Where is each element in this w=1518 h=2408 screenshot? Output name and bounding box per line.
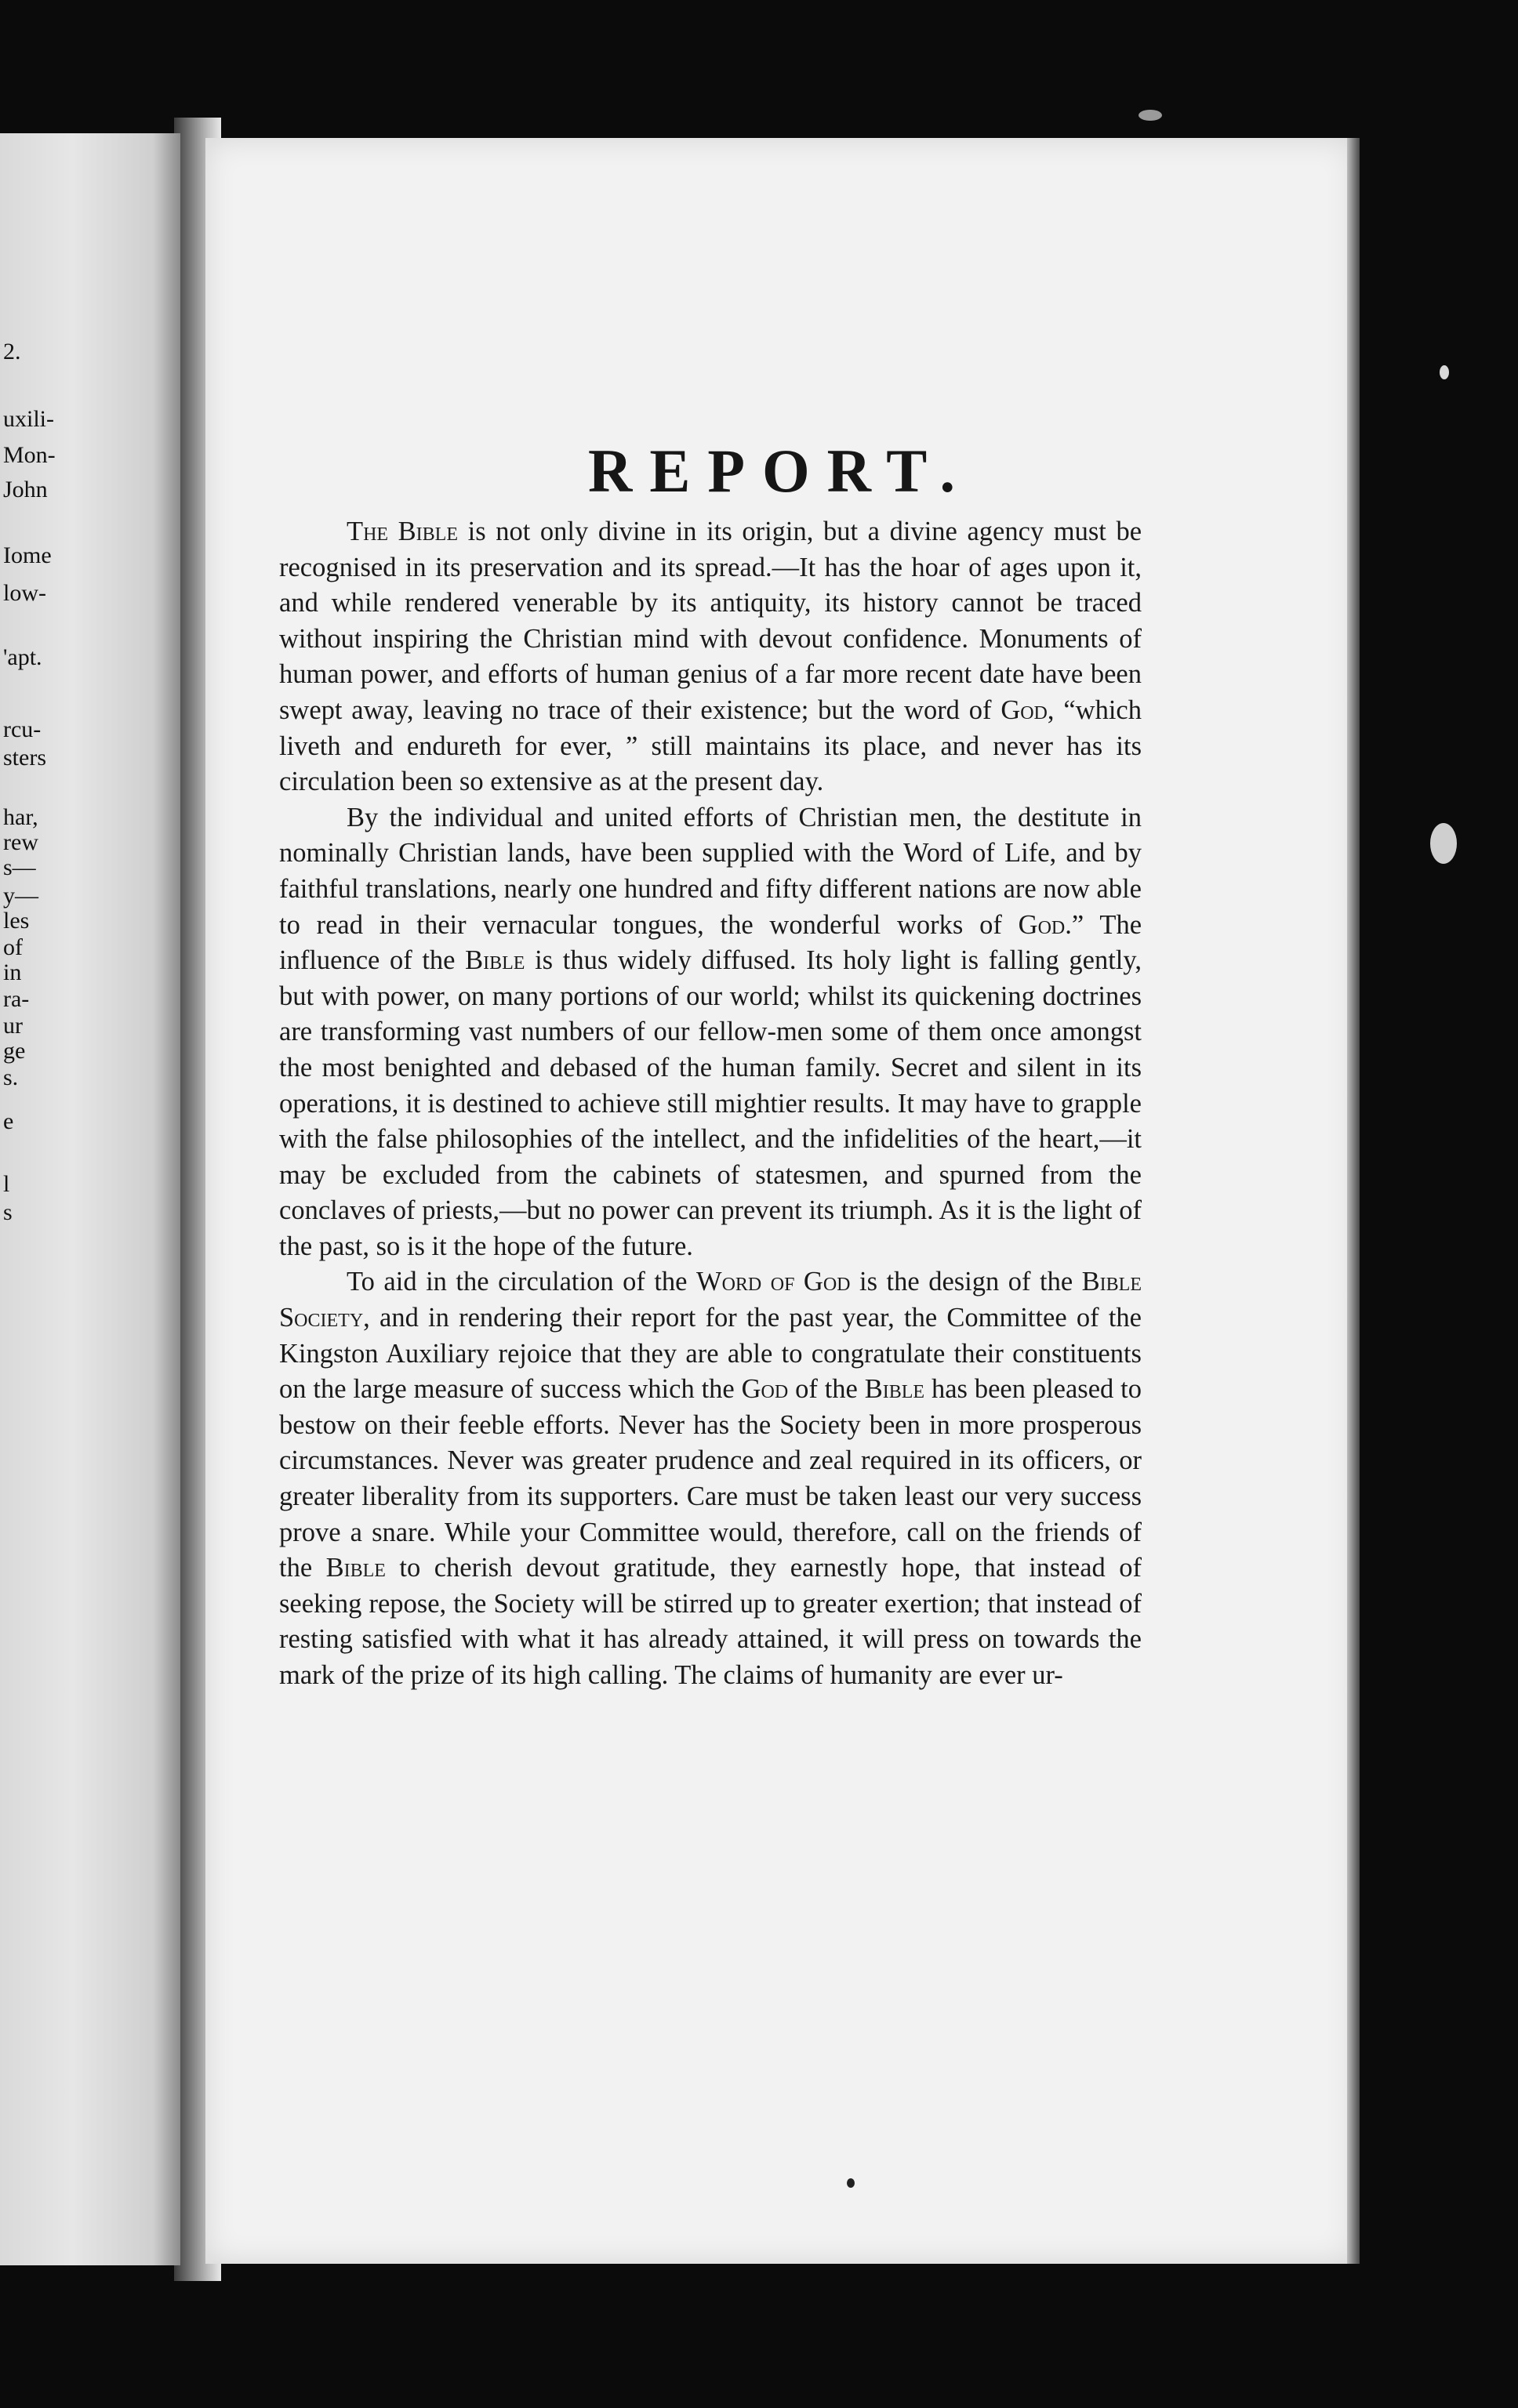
page-edge-shadow — [1347, 138, 1360, 2264]
left-page-text-fragment: ge — [3, 1038, 26, 1064]
text-run: .” The influence of the — [279, 909, 1142, 976]
text-run: of the — [788, 1374, 865, 1405]
left-page-text-fragment: 'apt. — [3, 644, 42, 670]
text-run: is the design of the — [850, 1267, 1082, 1297]
small-caps-run: God — [741, 1374, 789, 1405]
text-run: is thus widely diffused. Its holy light is falling gently, but with power, on many portions of our world; whilst its quickening doctrines are transforming vast numbers of our fellow-men some of them once amongst the most benighted and debased of the human family. Secret and silent in its operations, it is destined to achieve still mightier results. It may have to grapple with the false philosophies of the intellect, and the infidelities of the heart,—it may be excluded from the cabinets of statesmen, and spurned from the conclaves of priests,—but no power can prevent its triumph. As it is the light of the past, so is it the hope of the future. — [279, 945, 1142, 1261]
left-page-text-fragment: s— — [3, 854, 36, 880]
report-paragraph — [279, 514, 1142, 800]
text-run: , “which liveth and endureth for ever, ” still maintains its place, and never has its circulation been so extensive as at the present day. — [279, 694, 1142, 797]
dust-speck — [1138, 110, 1162, 121]
report-paragraph — [279, 1264, 1142, 1693]
report-body — [279, 514, 1142, 1694]
left-page-text-fragment: 2. — [3, 339, 21, 364]
left-page-text-fragment: s. — [3, 1064, 19, 1090]
left-page-text-fragment: rcu- — [3, 716, 42, 742]
small-caps-run: Bible — [864, 1374, 925, 1405]
left-page-text-fragment: e — [3, 1108, 14, 1134]
left-page-text-fragment: rew — [3, 829, 38, 855]
dust-speck — [1430, 823, 1457, 864]
left-page-text-fragment: l — [3, 1171, 10, 1197]
left-page-text-fragment: ra- — [3, 986, 30, 1012]
text-run: is not only divine in its origin, but a divine agency must be recognised in its preservation and its spread.—It has the hoar of ages upon it, and while rendered venerable by its antiquity, its history cannot be traced without inspiring the Christian mind with devout confidence. Monuments of human power, and efforts of human genius of a far more recent date have been swept away, leaving no trace of their existence; but the word of — [279, 517, 1142, 725]
small-caps-run: Bible — [325, 1553, 386, 1583]
left-page-text-fragment: John — [3, 477, 48, 502]
left-page-text-fragment: ur — [3, 1013, 23, 1039]
text-run: , and in rendering their report for the past year, the Committee of the Kingston Auxiliary rejoice that they are able to congratulate their constituents on the large measure of success which the — [279, 1303, 1142, 1405]
left-page-text-fragment: of — [3, 934, 23, 960]
text-run: has been pleased to bestow on their feeble efforts. Never has the Society been in more prosperous circumstances. Never was greater prudence and zeal required in its officers, or greater liberality from its supporters. Care must be taken least our very success prove a snare. While your Committee would, therefore, call on the friends of the — [279, 1374, 1142, 1583]
document-page — [205, 138, 1355, 2264]
page-ink-mark — [847, 2178, 855, 2188]
left-page-text-fragment: Iome — [3, 542, 52, 568]
left-page-text-fragment: har, — [3, 804, 38, 830]
left-page-text-fragment: Mon- — [3, 442, 56, 468]
small-caps-run: Bible — [465, 945, 525, 976]
left-page-text-fragment: uxili- — [3, 406, 54, 432]
small-caps-run: God — [1018, 909, 1066, 940]
left-page-text-fragment: les — [3, 908, 30, 934]
left-page-text-fragment: low- — [3, 580, 46, 606]
small-caps-run: Bible Society — [279, 1267, 1142, 1333]
previous-page-fragment — [0, 133, 180, 2265]
left-page-text-fragment: y— — [3, 883, 38, 908]
report-paragraph — [279, 800, 1142, 1265]
left-page-text-fragment: in — [3, 959, 22, 985]
left-page-text-fragment: sters — [3, 745, 46, 771]
left-page-text-fragment: s — [3, 1199, 13, 1225]
small-caps-run: Word of God — [696, 1267, 851, 1297]
page-title: REPORT. — [588, 437, 972, 505]
small-caps-run: The Bible — [347, 517, 459, 546]
text-run: to cherish devout gratitude, they earnestly hope, that instead of seeking repose, the Society will be stirred up to greater exertion; that instead of resting satisfied with what it has already attained, it will press on towards the mark of the prize of its high calling. The claims of humanity are ever ur- — [279, 1553, 1142, 1690]
text-run: By the individual and united efforts of Christian men, the destitute in nominally Christian lands, have been supplied with the Word of Life, and by faithful translations, nearly one hundred and fifty different nations are now able to read in their vernacular tongues, the wonderful works of — [279, 802, 1142, 940]
small-caps-run: God — [1000, 694, 1048, 725]
dust-speck — [1440, 365, 1449, 379]
text-run: To aid in the circulation of the — [347, 1267, 696, 1297]
